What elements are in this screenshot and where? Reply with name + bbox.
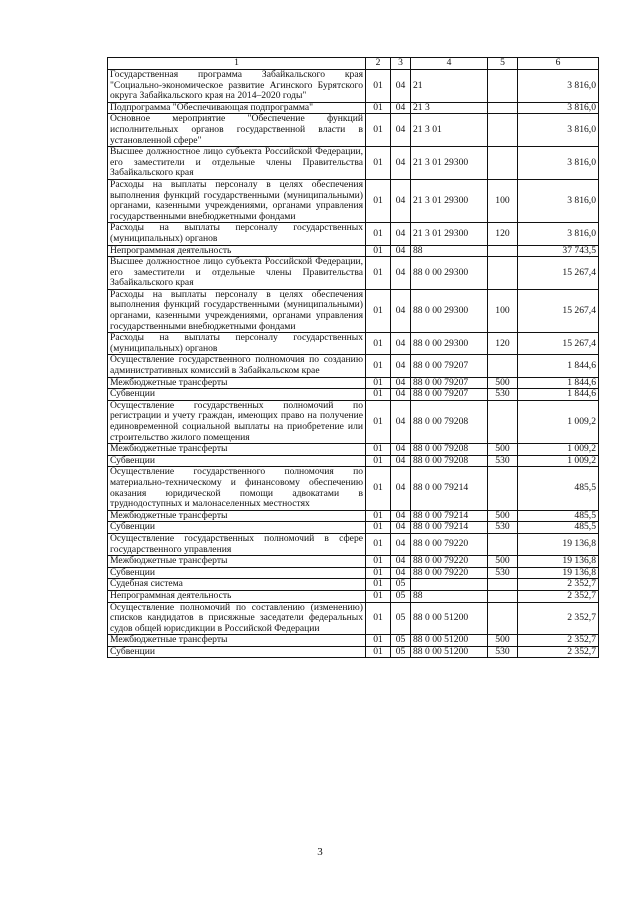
row-target-article-cell: 88 bbox=[411, 590, 488, 602]
row-target-article-cell: 21 3 01 bbox=[411, 114, 488, 147]
row-section-cell: 01 bbox=[366, 102, 391, 114]
row-amount-cell: 3 816,0 bbox=[518, 147, 599, 180]
row-amount-cell: 2 352,7 bbox=[518, 646, 599, 658]
row-name-cell: Непрограммная деятельность bbox=[108, 245, 366, 257]
row-subsection-cell: 05 bbox=[391, 646, 411, 658]
row-section-cell: 01 bbox=[366, 333, 391, 355]
row-target-article-cell: 88 0 00 51200 bbox=[411, 635, 488, 647]
row-name-cell: Субвенции bbox=[108, 389, 366, 401]
row-target-article-cell: 21 3 01 29300 bbox=[411, 223, 488, 245]
row-name-cell: Расходы на выплаты персоналу в целях обеспечения выполнения функций государственными (муниципальными) органами, казенными учреждениями, органами управления государственными внебюджетными фондами bbox=[108, 289, 366, 332]
row-subsection-cell: 04 bbox=[391, 257, 411, 290]
row-section-cell: 01 bbox=[366, 579, 391, 591]
table-row bbox=[108, 556, 599, 568]
table-row bbox=[108, 114, 599, 147]
row-name-cell: Высшее должностное лицо субъекта Российской Федерации, его заместители и отдельные члены Правительства Забайкальского края bbox=[108, 147, 366, 180]
row-section-cell: 01 bbox=[366, 522, 391, 534]
row-amount-cell: 3 816,0 bbox=[518, 102, 599, 114]
row-target-article-cell: 88 0 00 51200 bbox=[411, 602, 488, 635]
row-amount-cell: 3 816,0 bbox=[518, 70, 599, 103]
row-amount-cell: 2 352,7 bbox=[518, 579, 599, 591]
row-target-article-cell: 88 0 00 79207 bbox=[411, 389, 488, 401]
table-row bbox=[108, 223, 599, 245]
table-row bbox=[108, 579, 599, 591]
row-expense-type-cell: 530 bbox=[488, 389, 518, 401]
header-col-3: 3 bbox=[391, 58, 411, 70]
table-row bbox=[108, 602, 599, 635]
row-name-cell: Расходы на выплаты персоналу в целях обеспечения выполнения функций государственными (муниципальными) органами, казенными учреждениями, органами управления государственными внебюджетными фондами bbox=[108, 179, 366, 222]
row-name-cell: Межбюджетные трансферты bbox=[108, 444, 366, 456]
row-name-cell: Судебная система bbox=[108, 579, 366, 591]
row-subsection-cell: 05 bbox=[391, 579, 411, 591]
row-amount-cell: 1 009,2 bbox=[518, 455, 599, 467]
row-amount-cell: 485,5 bbox=[518, 510, 599, 522]
row-section-cell: 01 bbox=[366, 289, 391, 332]
row-expense-type-cell: 100 bbox=[488, 179, 518, 222]
row-amount-cell: 1 844,6 bbox=[518, 389, 599, 401]
row-section-cell: 01 bbox=[366, 377, 391, 389]
row-target-article-cell: 88 0 00 79220 bbox=[411, 533, 488, 555]
row-section-cell: 01 bbox=[366, 257, 391, 290]
row-subsection-cell: 04 bbox=[391, 102, 411, 114]
header-col-6: 6 bbox=[518, 58, 599, 70]
table-row bbox=[108, 333, 599, 355]
page-number: 3 bbox=[317, 846, 323, 858]
row-expense-type-cell bbox=[488, 602, 518, 635]
table-row bbox=[108, 646, 599, 658]
table-row bbox=[108, 635, 599, 647]
row-target-article-cell: 88 0 00 79220 bbox=[411, 556, 488, 568]
row-subsection-cell: 04 bbox=[391, 455, 411, 467]
row-section-cell: 01 bbox=[366, 590, 391, 602]
row-amount-cell: 3 816,0 bbox=[518, 114, 599, 147]
row-target-article-cell: 88 0 00 29300 bbox=[411, 333, 488, 355]
table-row bbox=[108, 522, 599, 534]
row-subsection-cell: 04 bbox=[391, 355, 411, 377]
table-row bbox=[108, 467, 599, 510]
table-row bbox=[108, 70, 599, 103]
row-expense-type-cell: 500 bbox=[488, 377, 518, 389]
row-subsection-cell: 04 bbox=[391, 70, 411, 103]
table-row bbox=[108, 400, 599, 443]
row-subsection-cell: 04 bbox=[391, 179, 411, 222]
row-subsection-cell: 04 bbox=[391, 522, 411, 534]
row-expense-type-cell: 530 bbox=[488, 455, 518, 467]
row-subsection-cell: 05 bbox=[391, 635, 411, 647]
row-expense-type-cell: 530 bbox=[488, 567, 518, 579]
row-amount-cell: 19 136,8 bbox=[518, 533, 599, 555]
row-expense-type-cell: 500 bbox=[488, 635, 518, 647]
row-subsection-cell: 04 bbox=[391, 533, 411, 555]
row-subsection-cell: 04 bbox=[391, 377, 411, 389]
row-target-article-cell: 88 0 00 79208 bbox=[411, 400, 488, 443]
row-name-cell: Осуществление государственного полномочия по созданию административных комиссий в Забайкальском крае bbox=[108, 355, 366, 377]
row-name-cell: Осуществление государственных полномочий по регистрации и учету граждан, имеющих право на получение единовременной социальной выплаты на приобретение или строительство жилого помещения bbox=[108, 400, 366, 443]
row-section-cell: 01 bbox=[366, 556, 391, 568]
row-expense-type-cell bbox=[488, 114, 518, 147]
row-expense-type-cell: 120 bbox=[488, 333, 518, 355]
row-target-article-cell: 88 0 00 79214 bbox=[411, 510, 488, 522]
row-section-cell: 01 bbox=[366, 635, 391, 647]
row-amount-cell: 3 816,0 bbox=[518, 179, 599, 222]
row-expense-type-cell: 100 bbox=[488, 289, 518, 332]
row-expense-type-cell bbox=[488, 147, 518, 180]
row-subsection-cell: 04 bbox=[391, 444, 411, 456]
row-name-cell: Межбюджетные трансферты bbox=[108, 510, 366, 522]
header-col-2: 2 bbox=[366, 58, 391, 70]
table-row bbox=[108, 510, 599, 522]
row-target-article-cell: 88 0 00 79207 bbox=[411, 355, 488, 377]
row-expense-type-cell bbox=[488, 245, 518, 257]
row-section-cell: 01 bbox=[366, 179, 391, 222]
row-subsection-cell: 04 bbox=[391, 467, 411, 510]
row-subsection-cell: 04 bbox=[391, 567, 411, 579]
row-name-cell: Расходы на выплаты персоналу государственных (муниципальных) органов bbox=[108, 223, 366, 245]
row-subsection-cell: 04 bbox=[391, 556, 411, 568]
row-subsection-cell: 04 bbox=[391, 114, 411, 147]
table-row bbox=[108, 102, 599, 114]
table-row bbox=[108, 289, 599, 332]
row-name-cell: Субвенции bbox=[108, 455, 366, 467]
row-amount-cell: 1 844,6 bbox=[518, 355, 599, 377]
table-row bbox=[108, 179, 599, 222]
table-row bbox=[108, 245, 599, 257]
row-expense-type-cell bbox=[488, 400, 518, 443]
header-col-4: 4 bbox=[411, 58, 488, 70]
row-section-cell: 01 bbox=[366, 646, 391, 658]
row-amount-cell: 2 352,7 bbox=[518, 635, 599, 647]
row-target-article-cell: 88 0 00 51200 bbox=[411, 646, 488, 658]
row-amount-cell: 15 267,4 bbox=[518, 289, 599, 332]
row-target-article-cell: 88 0 00 29300 bbox=[411, 257, 488, 290]
row-section-cell: 01 bbox=[366, 400, 391, 443]
row-name-cell: Осуществление государственных полномочий в сфере государственного управления bbox=[108, 533, 366, 555]
row-name-cell: Высшее должностное лицо субъекта Российской Федерации, его заместители и отдельные члены Правительства Забайкальского края bbox=[108, 257, 366, 290]
row-amount-cell: 19 136,8 bbox=[518, 556, 599, 568]
row-amount-cell: 1 009,2 bbox=[518, 400, 599, 443]
row-amount-cell: 2 352,7 bbox=[518, 602, 599, 635]
row-target-article-cell: 88 0 00 79208 bbox=[411, 455, 488, 467]
row-name-cell: Непрограммная деятельность bbox=[108, 590, 366, 602]
table-row bbox=[108, 389, 599, 401]
row-expense-type-cell bbox=[488, 533, 518, 555]
table-row bbox=[108, 377, 599, 389]
header-col-1: 1 bbox=[108, 58, 366, 70]
row-subsection-cell: 04 bbox=[391, 245, 411, 257]
row-section-cell: 01 bbox=[366, 355, 391, 377]
row-amount-cell: 2 352,7 bbox=[518, 590, 599, 602]
row-section-cell: 01 bbox=[366, 510, 391, 522]
row-target-article-cell: 21 3 bbox=[411, 102, 488, 114]
table-body bbox=[108, 70, 599, 658]
row-name-cell: Основное мероприятие "Обеспечение функций исполнительных органов государственной власти в установленной сфере" bbox=[108, 114, 366, 147]
row-section-cell: 01 bbox=[366, 455, 391, 467]
row-name-cell: Расходы на выплаты персоналу государственных (муниципальных) органов bbox=[108, 333, 366, 355]
table-header-row bbox=[108, 58, 599, 70]
header-col-5: 5 bbox=[488, 58, 518, 70]
row-expense-type-cell: 500 bbox=[488, 556, 518, 568]
table-row bbox=[108, 147, 599, 180]
row-subsection-cell: 04 bbox=[391, 400, 411, 443]
row-target-article-cell: 21 3 01 29300 bbox=[411, 179, 488, 222]
row-section-cell: 01 bbox=[366, 223, 391, 245]
row-name-cell: Осуществление государственного полномочия по материально-техническому и финансовому обеспечению оказания юридической помощи адвокатами в труднодоступных и малонаселенных местностях bbox=[108, 467, 366, 510]
row-expense-type-cell bbox=[488, 70, 518, 103]
row-target-article-cell: 21 bbox=[411, 70, 488, 103]
row-subsection-cell: 04 bbox=[391, 510, 411, 522]
row-name-cell: Субвенции bbox=[108, 522, 366, 534]
row-subsection-cell: 04 bbox=[391, 289, 411, 332]
row-expense-type-cell: 530 bbox=[488, 522, 518, 534]
row-name-cell: Межбюджетные трансферты bbox=[108, 635, 366, 647]
table-row bbox=[108, 455, 599, 467]
row-amount-cell: 15 267,4 bbox=[518, 333, 599, 355]
row-expense-type-cell bbox=[488, 590, 518, 602]
row-section-cell: 01 bbox=[366, 602, 391, 635]
row-subsection-cell: 04 bbox=[391, 147, 411, 180]
row-subsection-cell: 04 bbox=[391, 223, 411, 245]
row-expense-type-cell: 120 bbox=[488, 223, 518, 245]
budget-table bbox=[107, 57, 599, 658]
row-section-cell: 01 bbox=[366, 114, 391, 147]
row-expense-type-cell bbox=[488, 102, 518, 114]
table-row bbox=[108, 567, 599, 579]
row-subsection-cell: 05 bbox=[391, 590, 411, 602]
row-name-cell: Межбюджетные трансферты bbox=[108, 377, 366, 389]
row-target-article-cell: 88 0 00 79208 bbox=[411, 444, 488, 456]
table-row bbox=[108, 355, 599, 377]
row-expense-type-cell bbox=[488, 579, 518, 591]
table-row bbox=[108, 444, 599, 456]
row-name-cell: Межбюджетные трансферты bbox=[108, 556, 366, 568]
table-row bbox=[108, 533, 599, 555]
row-name-cell: Осуществление полномочий по составлению (изменению) списков кандидатов в присяжные заседатели федеральных судов общей юрисдикции в Российской Федерации bbox=[108, 602, 366, 635]
row-amount-cell: 1 844,6 bbox=[518, 377, 599, 389]
row-name-cell: Субвенции bbox=[108, 567, 366, 579]
row-target-article-cell: 21 3 01 29300 bbox=[411, 147, 488, 180]
table-row bbox=[108, 257, 599, 290]
row-target-article-cell: 88 bbox=[411, 245, 488, 257]
row-amount-cell: 19 136,8 bbox=[518, 567, 599, 579]
row-subsection-cell: 04 bbox=[391, 389, 411, 401]
row-expense-type-cell bbox=[488, 257, 518, 290]
row-subsection-cell: 05 bbox=[391, 602, 411, 635]
row-subsection-cell: 04 bbox=[391, 333, 411, 355]
row-target-article-cell: 88 0 00 29300 bbox=[411, 289, 488, 332]
table-row bbox=[108, 590, 599, 602]
row-section-cell: 01 bbox=[366, 567, 391, 579]
row-expense-type-cell: 500 bbox=[488, 444, 518, 456]
row-target-article-cell: 88 0 00 79220 bbox=[411, 567, 488, 579]
row-section-cell: 01 bbox=[366, 467, 391, 510]
row-section-cell: 01 bbox=[366, 533, 391, 555]
row-amount-cell: 37 743,5 bbox=[518, 245, 599, 257]
row-section-cell: 01 bbox=[366, 444, 391, 456]
row-expense-type-cell bbox=[488, 467, 518, 510]
row-target-article-cell: 88 0 00 79207 bbox=[411, 377, 488, 389]
row-amount-cell: 15 267,4 bbox=[518, 257, 599, 290]
row-target-article-cell: 88 0 00 79214 bbox=[411, 522, 488, 534]
row-expense-type-cell: 530 bbox=[488, 646, 518, 658]
row-section-cell: 01 bbox=[366, 245, 391, 257]
row-target-article-cell bbox=[411, 579, 488, 591]
row-name-cell: Государственная программа Забайкальского края "Социально-экономическое развитие Агинского Бурятского округа Забайкальского края на 2014–2020 годы" bbox=[108, 70, 366, 103]
row-expense-type-cell bbox=[488, 355, 518, 377]
row-name-cell: Субвенции bbox=[108, 646, 366, 658]
row-section-cell: 01 bbox=[366, 389, 391, 401]
row-amount-cell: 3 816,0 bbox=[518, 223, 599, 245]
row-expense-type-cell: 500 bbox=[488, 510, 518, 522]
row-amount-cell: 485,5 bbox=[518, 522, 599, 534]
row-amount-cell: 485,5 bbox=[518, 467, 599, 510]
row-section-cell: 01 bbox=[366, 147, 391, 180]
row-amount-cell: 1 009,2 bbox=[518, 444, 599, 456]
row-section-cell: 01 bbox=[366, 70, 391, 103]
row-name-cell: Подпрограмма "Обеспечивающая подпрограмма" bbox=[108, 102, 366, 114]
row-target-article-cell: 88 0 00 79214 bbox=[411, 467, 488, 510]
